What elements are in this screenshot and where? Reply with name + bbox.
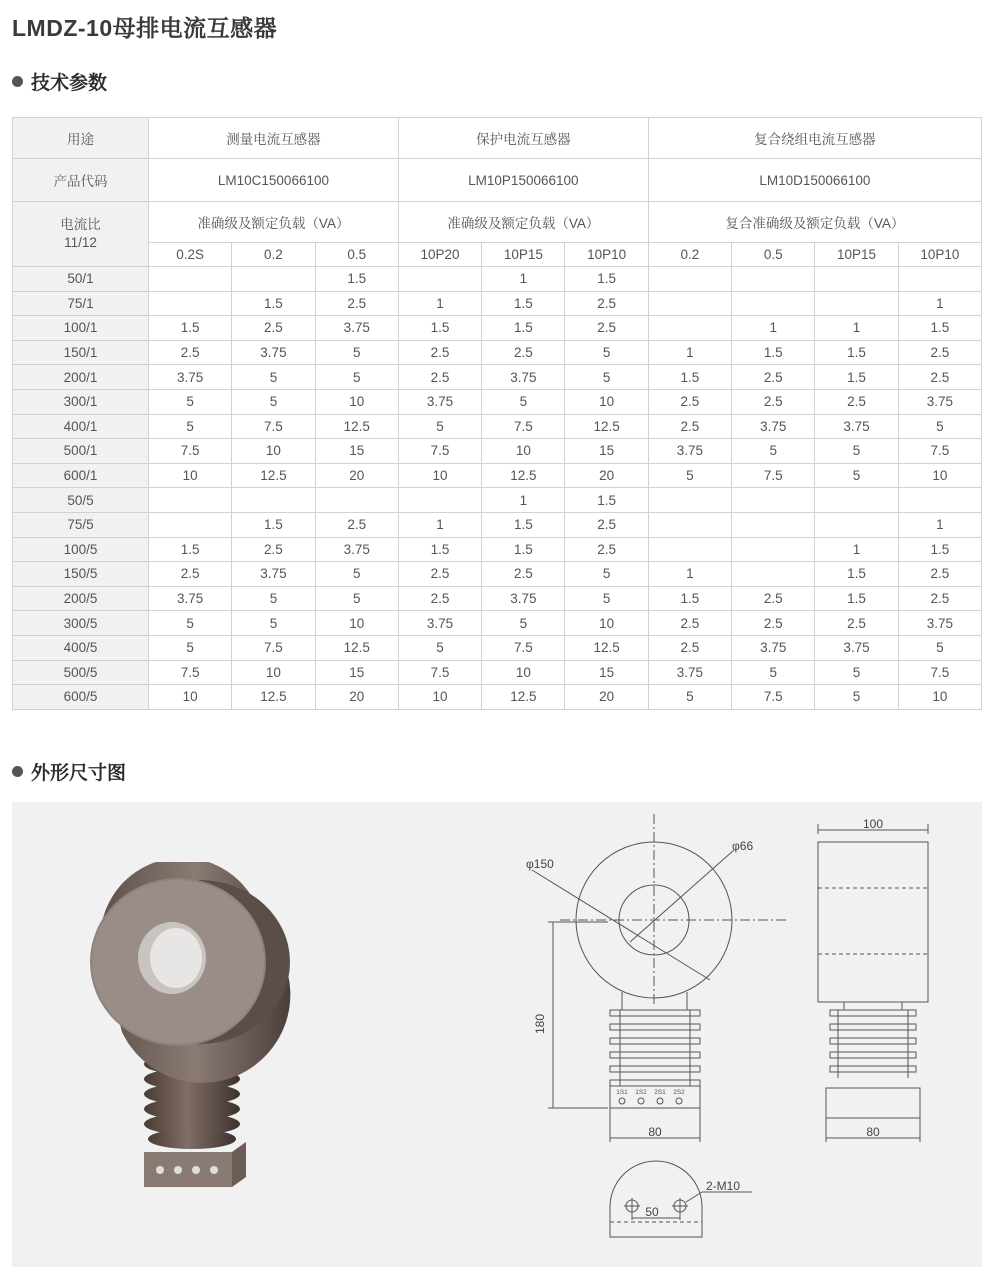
value-cell: 2.5 xyxy=(149,340,232,365)
value-cell xyxy=(648,267,731,292)
table-row xyxy=(13,635,982,660)
value-cell: 10 xyxy=(898,463,981,488)
value-cell: 20 xyxy=(565,685,648,710)
value-cell: 5 xyxy=(815,685,898,710)
group-load: 准确级及额定负载（VA） xyxy=(398,202,648,243)
table-row xyxy=(13,291,982,316)
value-cell xyxy=(149,512,232,537)
value-cell: 5 xyxy=(565,365,648,390)
ribs-side xyxy=(830,1010,916,1078)
value-cell: 5 xyxy=(315,562,398,587)
class-header: 10P15 xyxy=(815,243,898,267)
value-cell xyxy=(815,512,898,537)
value-cell: 1 xyxy=(898,512,981,537)
label-use: 用途 xyxy=(13,118,149,159)
label-ratio-line1: 电流比 xyxy=(60,217,101,232)
value-cell xyxy=(815,488,898,513)
value-cell: 2.5 xyxy=(565,512,648,537)
value-cell: 2.5 xyxy=(898,340,981,365)
value-cell xyxy=(232,267,315,292)
value-cell: 3.75 xyxy=(149,365,232,390)
value-cell: 2.5 xyxy=(232,316,315,341)
class-header: 0.2 xyxy=(648,243,731,267)
value-cell: 1.5 xyxy=(398,537,481,562)
value-cell: 3.75 xyxy=(732,414,815,439)
ratio-cell: 200/1 xyxy=(13,365,149,390)
ratio-cell: 600/5 xyxy=(13,685,149,710)
value-cell xyxy=(815,291,898,316)
value-cell: 2.5 xyxy=(398,586,481,611)
value-cell: 2.5 xyxy=(482,562,565,587)
value-cell xyxy=(648,537,731,562)
ribs-front xyxy=(610,1010,700,1086)
value-cell: 1.5 xyxy=(815,586,898,611)
value-cell: 1.5 xyxy=(315,267,398,292)
value-cell: 1 xyxy=(482,488,565,513)
value-cell: 15 xyxy=(565,439,648,464)
table-row xyxy=(13,439,982,464)
label-base-width-side: 80 xyxy=(866,1125,880,1139)
value-cell: 5 xyxy=(898,414,981,439)
value-cell: 2.5 xyxy=(315,291,398,316)
value-cell: 3.75 xyxy=(898,611,981,636)
value-cell: 7.5 xyxy=(398,660,481,685)
label-hole-spec: 2-M10 xyxy=(706,1179,741,1193)
ratio-cell: 300/1 xyxy=(13,389,149,414)
value-cell: 1.5 xyxy=(482,537,565,562)
value-cell: 5 xyxy=(232,586,315,611)
value-cell: 12.5 xyxy=(315,635,398,660)
table-row xyxy=(13,586,982,611)
table-row-use xyxy=(13,118,982,159)
value-cell xyxy=(398,267,481,292)
value-cell: 2.5 xyxy=(648,635,731,660)
value-cell: 1 xyxy=(398,291,481,316)
value-cell: 10 xyxy=(565,389,648,414)
label-side-width: 100 xyxy=(862,817,884,831)
value-cell: 2.5 xyxy=(482,340,565,365)
value-cell: 1 xyxy=(815,316,898,341)
value-cell: 5 xyxy=(149,414,232,439)
table-row xyxy=(13,488,982,513)
value-cell: 3.75 xyxy=(398,611,481,636)
value-cell: 10 xyxy=(482,439,565,464)
value-cell: 5 xyxy=(815,439,898,464)
value-cell: 5 xyxy=(149,611,232,636)
value-cell: 5 xyxy=(398,414,481,439)
value-cell: 2.5 xyxy=(732,611,815,636)
value-cell: 3.75 xyxy=(648,439,731,464)
value-cell xyxy=(815,267,898,292)
value-cell: 1.5 xyxy=(815,340,898,365)
table-row-classes xyxy=(13,243,982,267)
table-row xyxy=(13,611,982,636)
value-cell: 5 xyxy=(648,685,731,710)
value-cell: 20 xyxy=(315,685,398,710)
ratio-cell: 400/1 xyxy=(13,414,149,439)
value-cell: 3.75 xyxy=(232,340,315,365)
table-row xyxy=(13,414,982,439)
dimension-drawing xyxy=(12,802,982,1267)
value-cell: 5 xyxy=(315,586,398,611)
value-cell: 1.5 xyxy=(898,537,981,562)
table-row-code xyxy=(13,159,982,202)
ratio-cell: 600/1 xyxy=(13,463,149,488)
value-cell: 12.5 xyxy=(565,414,648,439)
value-cell: 1 xyxy=(648,340,731,365)
value-cell xyxy=(315,488,398,513)
class-header: 10P10 xyxy=(898,243,981,267)
table-row xyxy=(13,685,982,710)
value-cell: 1.5 xyxy=(815,365,898,390)
value-cell: 10 xyxy=(565,611,648,636)
label-ratio xyxy=(13,202,149,267)
group-code: LM10C150066100 xyxy=(149,159,399,202)
value-cell xyxy=(732,537,815,562)
section-title: 外形尺寸图 xyxy=(31,763,127,784)
label-base-width-front: 80 xyxy=(648,1125,662,1139)
value-cell xyxy=(648,512,731,537)
value-cell: 5 xyxy=(815,463,898,488)
group-load: 复合准确级及额定负载（VA） xyxy=(648,202,981,243)
value-cell: 12.5 xyxy=(482,463,565,488)
value-cell: 7.5 xyxy=(732,685,815,710)
ratio-cell: 50/1 xyxy=(13,267,149,292)
group-code: LM10D150066100 xyxy=(648,159,981,202)
ratio-cell: 500/1 xyxy=(13,439,149,464)
table-row xyxy=(13,365,982,390)
table-row xyxy=(13,389,982,414)
value-cell: 20 xyxy=(315,463,398,488)
value-cell: 12.5 xyxy=(565,635,648,660)
group-use: 测量电流互感器 xyxy=(149,118,399,159)
value-cell: 7.5 xyxy=(149,439,232,464)
value-cell: 2.5 xyxy=(732,365,815,390)
label-hole-spacing: 50 xyxy=(645,1205,659,1219)
ratio-cell: 50/5 xyxy=(13,488,149,513)
value-cell xyxy=(149,488,232,513)
value-cell: 7.5 xyxy=(732,463,815,488)
value-cell: 2.5 xyxy=(648,611,731,636)
value-cell: 5 xyxy=(732,660,815,685)
value-cell: 2.5 xyxy=(398,340,481,365)
label-code: 产品代码 xyxy=(13,159,149,202)
table-row xyxy=(13,512,982,537)
value-cell: 2.5 xyxy=(648,414,731,439)
value-cell xyxy=(732,291,815,316)
value-cell: 2.5 xyxy=(732,389,815,414)
value-cell: 1.5 xyxy=(149,316,232,341)
value-cell: 1.5 xyxy=(648,365,731,390)
value-cell: 7.5 xyxy=(232,414,315,439)
value-cell: 5 xyxy=(648,463,731,488)
value-cell: 12.5 xyxy=(232,685,315,710)
value-cell: 7.5 xyxy=(482,414,565,439)
value-cell: 3.75 xyxy=(898,389,981,414)
value-cell: 3.75 xyxy=(732,635,815,660)
value-cell: 1.5 xyxy=(815,562,898,587)
value-cell: 20 xyxy=(565,463,648,488)
table-row xyxy=(13,660,982,685)
value-cell: 1.5 xyxy=(732,340,815,365)
group-use: 保护电流互感器 xyxy=(398,118,648,159)
value-cell: 1.5 xyxy=(565,267,648,292)
value-cell: 1.5 xyxy=(398,316,481,341)
value-cell: 2.5 xyxy=(398,562,481,587)
value-cell: 1 xyxy=(815,537,898,562)
value-cell: 2.5 xyxy=(732,586,815,611)
class-header: 0.2 xyxy=(232,243,315,267)
ratio-cell: 150/5 xyxy=(13,562,149,587)
value-cell: 15 xyxy=(565,660,648,685)
value-cell: 5 xyxy=(732,439,815,464)
value-cell: 5 xyxy=(482,611,565,636)
value-cell: 10 xyxy=(232,439,315,464)
label-inner-diameter: φ66 xyxy=(732,839,754,853)
value-cell: 1 xyxy=(732,316,815,341)
value-cell: 3.75 xyxy=(232,562,315,587)
value-cell: 5 xyxy=(315,340,398,365)
value-cell: 1.5 xyxy=(232,512,315,537)
value-cell: 2.5 xyxy=(898,562,981,587)
value-cell: 3.75 xyxy=(315,537,398,562)
value-cell: 10 xyxy=(315,389,398,414)
value-cell: 5 xyxy=(565,586,648,611)
value-cell: 5 xyxy=(232,611,315,636)
value-cell: 7.5 xyxy=(232,635,315,660)
spec-table-body xyxy=(13,118,982,710)
value-cell xyxy=(232,488,315,513)
value-cell xyxy=(648,488,731,513)
label-outer-diameter: φ150 xyxy=(526,857,554,871)
value-cell: 5 xyxy=(232,389,315,414)
value-cell: 10 xyxy=(232,660,315,685)
ratio-cell: 75/1 xyxy=(13,291,149,316)
value-cell: 10 xyxy=(315,611,398,636)
value-cell: 2.5 xyxy=(648,389,731,414)
value-cell: 2.5 xyxy=(898,365,981,390)
bullet-icon xyxy=(12,76,23,87)
ratio-cell: 400/5 xyxy=(13,635,149,660)
terminal-label: 1S1 xyxy=(616,1089,628,1096)
value-cell: 1.5 xyxy=(482,512,565,537)
value-cell: 5 xyxy=(565,340,648,365)
value-cell: 12.5 xyxy=(232,463,315,488)
value-cell: 1.5 xyxy=(565,488,648,513)
section-heading-tech xyxy=(12,68,107,95)
value-cell: 12.5 xyxy=(315,414,398,439)
value-cell: 5 xyxy=(398,635,481,660)
value-cell: 3.75 xyxy=(482,365,565,390)
value-cell: 3.75 xyxy=(648,660,731,685)
ratio-cell: 100/5 xyxy=(13,537,149,562)
value-cell xyxy=(732,488,815,513)
value-cell: 7.5 xyxy=(482,635,565,660)
value-cell: 12.5 xyxy=(482,685,565,710)
value-cell xyxy=(149,291,232,316)
value-cell: 3.75 xyxy=(815,414,898,439)
terminal-label: 2S2 xyxy=(673,1089,685,1096)
value-cell: 10 xyxy=(398,685,481,710)
label-height: 180 xyxy=(533,1013,547,1035)
value-cell: 15 xyxy=(315,439,398,464)
value-cell xyxy=(732,562,815,587)
value-cell: 2.5 xyxy=(149,562,232,587)
value-cell: 1.5 xyxy=(149,537,232,562)
value-cell: 7.5 xyxy=(898,660,981,685)
value-cell: 2.5 xyxy=(565,537,648,562)
value-cell: 5 xyxy=(315,365,398,390)
spec-table xyxy=(12,117,982,710)
dimension-figure xyxy=(12,802,982,1267)
value-cell: 1.5 xyxy=(898,316,981,341)
value-cell: 3.75 xyxy=(149,586,232,611)
value-cell: 2.5 xyxy=(815,611,898,636)
value-cell: 5 xyxy=(149,389,232,414)
value-cell: 10 xyxy=(398,463,481,488)
value-cell: 2.5 xyxy=(565,316,648,341)
table-row xyxy=(13,316,982,341)
group-use: 复合绕组电流互感器 xyxy=(648,118,981,159)
value-cell xyxy=(732,267,815,292)
group-code: LM10P150066100 xyxy=(398,159,648,202)
terminal-label: 1S2 xyxy=(635,1089,647,1096)
value-cell: 3.75 xyxy=(398,389,481,414)
value-cell xyxy=(898,267,981,292)
class-header: 10P15 xyxy=(482,243,565,267)
value-cell xyxy=(648,316,731,341)
value-cell xyxy=(398,488,481,513)
value-cell: 3.75 xyxy=(815,635,898,660)
group-load: 准确级及额定负载（VA） xyxy=(149,202,399,243)
value-cell xyxy=(898,488,981,513)
section-heading-dims xyxy=(12,758,126,785)
table-row xyxy=(13,537,982,562)
ratio-cell: 300/5 xyxy=(13,611,149,636)
page-title: LMDZ-10母排电流互感器 xyxy=(12,15,278,41)
value-cell: 1 xyxy=(398,512,481,537)
value-cell: 5 xyxy=(815,660,898,685)
value-cell: 1.5 xyxy=(232,291,315,316)
ratio-cell: 100/1 xyxy=(13,316,149,341)
value-cell: 2.5 xyxy=(398,365,481,390)
table-row xyxy=(13,463,982,488)
table-row xyxy=(13,562,982,587)
label-ratio-line2: 11/12 xyxy=(64,235,97,250)
value-cell: 2.5 xyxy=(315,512,398,537)
ratio-cell: 200/5 xyxy=(13,586,149,611)
class-header: 0.2S xyxy=(149,243,232,267)
value-cell: 5 xyxy=(482,389,565,414)
class-header: 10P20 xyxy=(398,243,481,267)
value-cell: 7.5 xyxy=(898,439,981,464)
value-cell: 1.5 xyxy=(482,291,565,316)
terminal-label: 2S1 xyxy=(654,1089,666,1096)
value-cell: 5 xyxy=(898,635,981,660)
value-cell: 10 xyxy=(149,463,232,488)
value-cell: 5 xyxy=(565,562,648,587)
value-cell: 7.5 xyxy=(398,439,481,464)
ratio-cell: 500/5 xyxy=(13,660,149,685)
value-cell: 2.5 xyxy=(898,586,981,611)
value-cell: 1 xyxy=(482,267,565,292)
value-cell: 15 xyxy=(315,660,398,685)
value-cell: 2.5 xyxy=(565,291,648,316)
value-cell: 5 xyxy=(232,365,315,390)
section-title: 技术参数 xyxy=(31,73,108,94)
value-cell: 1.5 xyxy=(648,586,731,611)
value-cell: 1.5 xyxy=(482,316,565,341)
value-cell: 3.75 xyxy=(315,316,398,341)
ratio-cell: 150/1 xyxy=(13,340,149,365)
bullet-icon xyxy=(12,766,23,777)
class-header: 10P10 xyxy=(565,243,648,267)
class-header: 0.5 xyxy=(315,243,398,267)
class-header: 0.5 xyxy=(732,243,815,267)
value-cell: 10 xyxy=(149,685,232,710)
table-row xyxy=(13,267,982,292)
table-row xyxy=(13,340,982,365)
value-cell: 7.5 xyxy=(149,660,232,685)
value-cell xyxy=(149,267,232,292)
value-cell: 1 xyxy=(898,291,981,316)
ratio-cell: 75/5 xyxy=(13,512,149,537)
value-cell: 5 xyxy=(149,635,232,660)
table-row-load xyxy=(13,202,982,243)
value-cell: 2.5 xyxy=(232,537,315,562)
value-cell: 2.5 xyxy=(815,389,898,414)
value-cell xyxy=(648,291,731,316)
value-cell: 1 xyxy=(648,562,731,587)
value-cell: 10 xyxy=(898,685,981,710)
value-cell: 3.75 xyxy=(482,586,565,611)
value-cell: 10 xyxy=(482,660,565,685)
value-cell xyxy=(732,512,815,537)
